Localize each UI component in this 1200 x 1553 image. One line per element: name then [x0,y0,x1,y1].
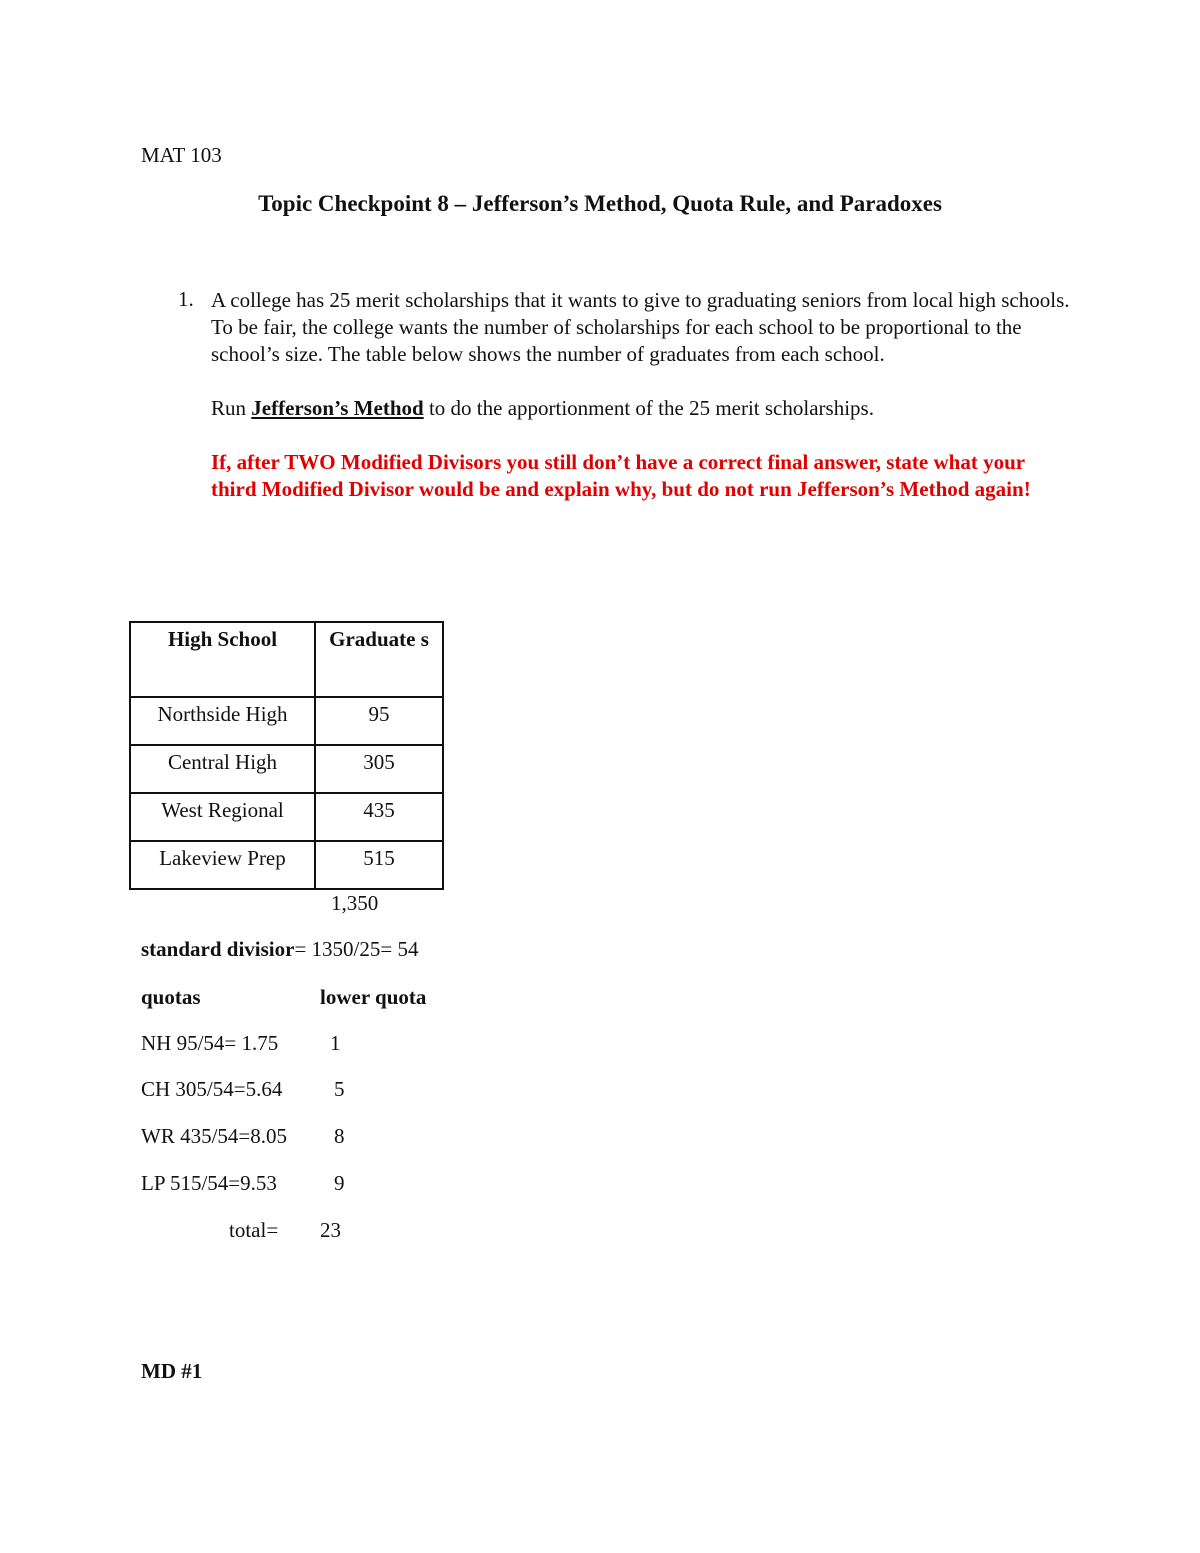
school-cell: Lakeview Prep [130,841,315,889]
lower-quota-value: 9 [334,1171,345,1195]
table-row [130,841,443,889]
quota-calc: CH 305/54=5.64 [141,1077,283,1101]
graduates-cell: 435 [315,793,443,841]
quota-calc: NH 95/54= 1.75 [141,1031,279,1055]
total-label: total= [229,1218,279,1242]
standard-divisor-label: standard divisior [141,937,295,961]
graduates-table [129,621,444,890]
table-row [130,745,443,793]
table-row [130,793,443,841]
header-high-school: High School [130,622,315,697]
modified-divisor-heading: MD #1 [141,1359,203,1383]
graduates-total: 1,350 [331,891,379,915]
school-cell: Central High [130,745,315,793]
graduates-cell: 305 [315,745,443,793]
quota-calc: WR 435/54=8.05 [141,1124,288,1148]
lower-quota-value: 1 [330,1031,341,1055]
graduates-cell: 95 [315,697,443,745]
lower-quota-heading: lower quota [320,985,427,1009]
quota-calc: LP 515/54=9.53 [141,1171,277,1195]
red-instruction: If, after TWO Modified Divisors you still don’t have a correct final answer, state what your third Modified Divisor would be and explain why, but do not run Jefferson’s Method again! [211,450,1031,501]
lower-quota-value: 5 [334,1077,345,1101]
school-cell: West Regional [130,793,315,841]
page-title: Topic Checkpoint 8 – Jefferson’s Method, Quota Rule, and Paradoxes [258,191,942,216]
question-paragraph: A college has 25 merit scholarships that it wants to give to graduating seniors from local high schools. To be fair, the college wants the number of scholarships for each school to be proportional to the school’s size. The table below shows the number of graduates from each school. [211,288,1070,366]
run-suffix: to do the apportionment of the 25 merit scholarships. [423,396,874,420]
quotas-heading: quotas [141,985,201,1009]
total-value: 23 [320,1218,341,1242]
question-body [211,287,1071,503]
standard-divisor-value: = 1350/25= 54 [294,937,419,961]
lower-quota-value: 8 [334,1124,345,1148]
table-header-row [130,622,443,697]
run-instruction [211,395,1071,422]
question-number: 1. [178,287,194,311]
school-cell: Northside High [130,697,315,745]
table-row [130,697,443,745]
run-prefix: Run [211,396,252,420]
course-code: MAT 103 [141,143,222,167]
method-name: Jefferson’s Method [251,396,424,420]
standard-divisor [141,937,418,962]
graduates-cell: 515 [315,841,443,889]
header-graduates: Graduate s [315,622,443,697]
